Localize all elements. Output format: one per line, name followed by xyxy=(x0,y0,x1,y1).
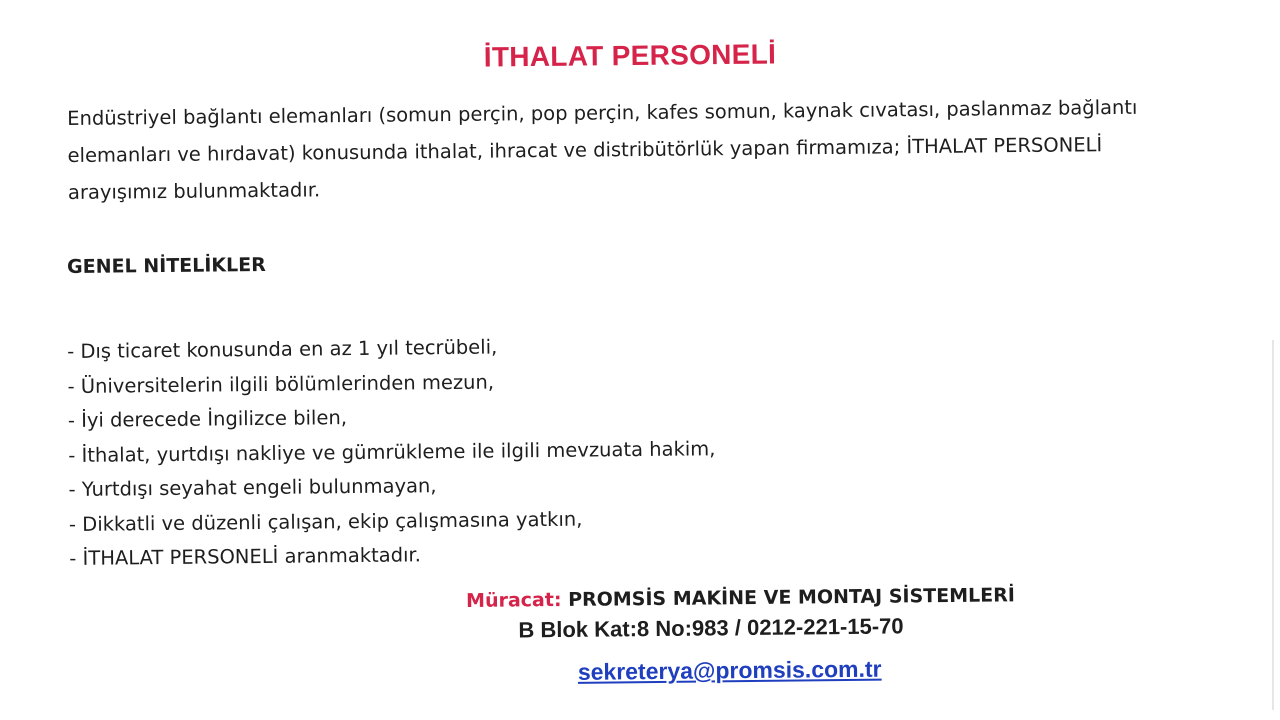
requirement-item: - Üniversitelerin ilgili bölümlerinden mezun, xyxy=(67,362,827,404)
requirements-list xyxy=(67,327,829,576)
email-link[interactable]: sekreterya@promsis.com.tr xyxy=(577,655,882,685)
intro-paragraph xyxy=(67,89,1148,211)
contact-label: Müracat: xyxy=(466,589,562,612)
section-heading-general-qualifications: GENEL NİTELİKLER xyxy=(67,253,266,278)
contact-block xyxy=(466,584,1067,687)
address-phone-line: B Blok Kat:8 No:983 / 0212-221-15-70 xyxy=(518,613,904,643)
requirement-item: - Dış ticaret konusunda en az 1 yıl tecrübeli, xyxy=(67,327,827,369)
requirement-item: - Dikkatli ve düzenli çalışan, ekip çalışmasına yatkın, xyxy=(69,500,829,542)
scan-edge-mark xyxy=(1272,340,1274,710)
requirement-item: - İTHALAT PERSONELİ aranmaktadır. xyxy=(69,534,829,576)
requirement-item: - Yurtdışı seyahat engeli bulunmayan, xyxy=(68,465,828,507)
contact-company-line xyxy=(466,584,1066,612)
intro-text: Endüstriyel bağlantı elemanları (somun perçin, pop perçin, kafes somun, kaynak cıvatası, paslanmaz bağlantı elemanları ve hırdavat) konusunda ithalat, ihracat ve distribütörlük yapan firmamıza; İTHALAT PERSONELİ arayışımız bulunmaktadır. xyxy=(67,95,1138,204)
company-name: PROMSİS MAKİNE VE MONTAJ SİSTEMLERİ xyxy=(568,584,1015,611)
posting-title: İTHALAT PERSONELİ xyxy=(483,38,777,73)
requirement-item: - İthalat, yurtdışı nakliye ve gümrükleme ile ilgili mevzuata hakim, xyxy=(68,431,828,473)
requirement-item: - İyi derecede İngilizce bilen, xyxy=(68,396,828,438)
